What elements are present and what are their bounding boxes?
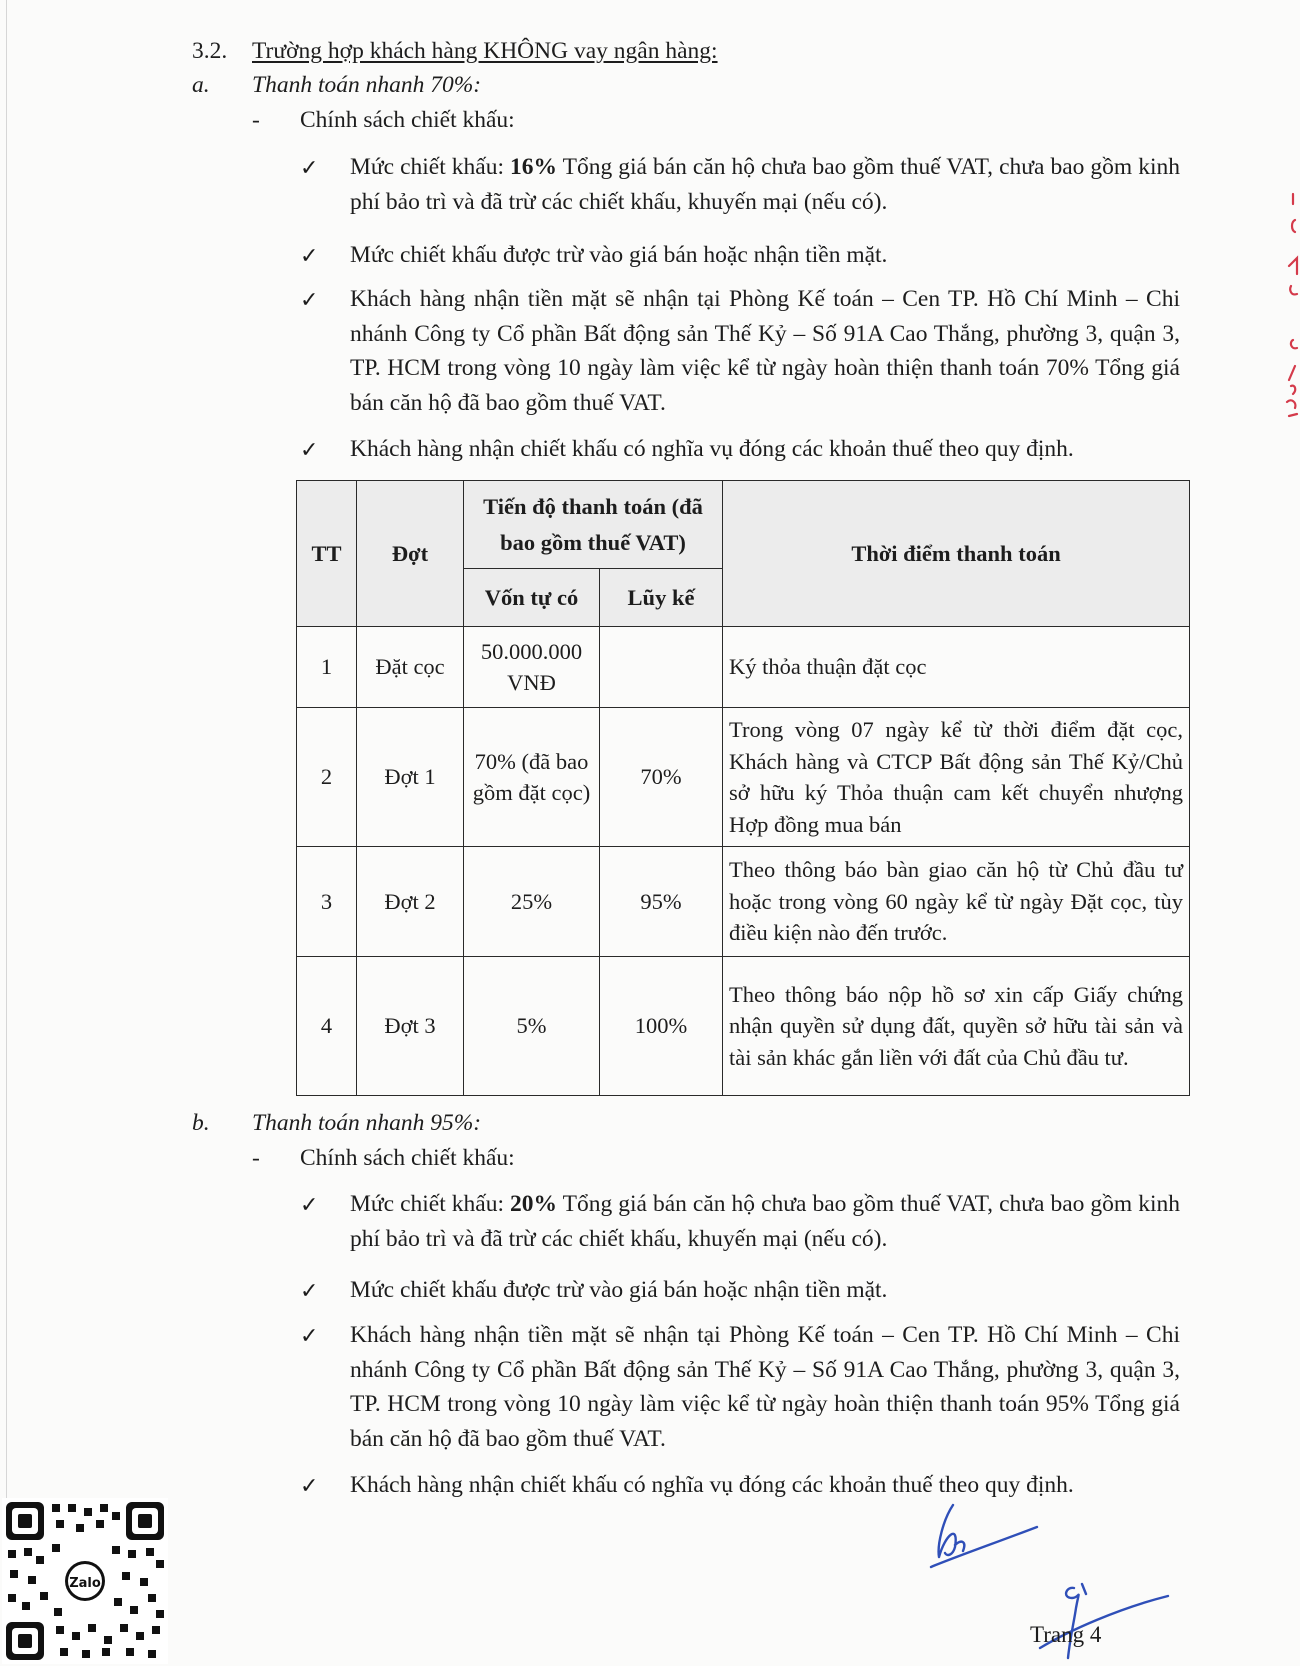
cell-tt: 3 <box>297 847 357 957</box>
cell-time: Ký thỏa thuận đặt cọc <box>723 627 1190 708</box>
discount-rate: 20% <box>510 1191 558 1217</box>
cell-own: 70% (đã bao gồm đặt cọc) <box>464 708 600 847</box>
check-icon: ✓ <box>300 1324 319 1349</box>
bullet-lead: Mức chiết khấu: <box>350 154 511 180</box>
header-tt: TT <box>297 481 357 627</box>
signature-initials-1 <box>925 1495 1045 1585</box>
header-time: Thời điểm thanh toán <box>723 481 1190 627</box>
part-b-bullet-2: Mức chiết khấu được trừ vào giá bán hoặc nhận tiền mặt. <box>350 1277 888 1303</box>
discount-rate: 16% <box>510 154 558 180</box>
qr-code-icon <box>2 1498 168 1664</box>
cell-time: Theo thông báo bàn giao căn hộ từ Chủ đầu tư hoặc trong vòng 60 ngày kể từ ngày Đặt cọc, tùy điều kiện nào đến trước. <box>723 847 1190 957</box>
part-b-policy-label: Chính sách chiết khấu: <box>300 1145 515 1171</box>
part-a-bullet-3: Khách hàng nhận tiền mặt sẽ nhận tại Phòng Kế toán – Cen TP. Hồ Chí Minh – Chi nhánh Công ty Cổ phần Bất động sản Thế Kỷ – Số 91A Cao Thắng, phường 3, quận 3, TP. HCM trong vòng 10 ngày làm việc kể từ ngày hoàn thiện thanh toán 70% Tổng giá bán căn hộ đã bao gồm thuế VAT. <box>350 286 1180 416</box>
cell-cum: 95% <box>600 847 723 957</box>
table-row <box>297 708 1190 847</box>
part-b-letter: b. <box>192 1110 210 1136</box>
cell-own: 5% <box>464 957 600 1096</box>
part-b-title: Thanh toán nhanh 95%: <box>252 1110 482 1136</box>
check-icon: ✓ <box>300 156 319 181</box>
signature-initials-2 <box>1030 1578 1180 1663</box>
part-b-bullet-4: Khách hàng nhận chiết khấu có nghĩa vụ đóng các khoản thuế theo quy định. <box>350 1472 1074 1498</box>
header-cumulative: Lũy kế <box>600 569 723 627</box>
part-a-bullet-2: Mức chiết khấu được trừ vào giá bán hoặc nhận tiền mặt. <box>350 242 888 268</box>
scan-edge-line <box>6 0 7 1500</box>
check-icon: ✓ <box>300 1193 319 1218</box>
bullet-rest: Tổng giá bán căn hộ chưa bao gồm thuế VAT, chưa bao gồm kinh phí bảo trì và đã trừ các chiết khấu, khuyến mại (nếu có). <box>350 154 1180 215</box>
part-a-bullet-1 <box>350 150 1180 219</box>
header-own-capital: Vốn tự có <box>464 569 600 627</box>
part-a-letter: a. <box>192 72 210 98</box>
section-title: Trường hợp khách hàng KHÔNG vay ngân hàng: <box>252 38 718 64</box>
bullet-lead: Mức chiết khấu: <box>350 1191 511 1217</box>
red-stamp-fragment <box>1283 190 1300 420</box>
cell-dot: Đợt 3 <box>357 957 464 1096</box>
cell-tt: 4 <box>297 957 357 1096</box>
cell-cum: 100% <box>600 957 723 1096</box>
part-b-bullet-1 <box>350 1187 1180 1256</box>
header-dot: Đợt <box>357 481 464 627</box>
part-a-title: Thanh toán nhanh 70%: <box>252 72 482 98</box>
part-b-bullet-3: Khách hàng nhận tiền mặt sẽ nhận tại Phòng Kế toán – Cen TP. Hồ Chí Minh – Chi nhánh Công ty Cổ phần Bất động sản Thế Kỷ – Số 91A Cao Thắng, phường 3, quận 3, TP. HCM trong vòng 10 ngày làm việc kể từ ngày hoàn thiện thanh toán 95% Tổng giá bán căn hộ đã bao gồm thuế VAT. <box>350 1322 1180 1452</box>
cell-dot: Đặt cọc <box>357 627 464 708</box>
page-number: Trang 4 <box>1030 1622 1102 1647</box>
check-icon: ✓ <box>300 438 319 463</box>
header-progress: Tiến độ thanh toán (đã bao gồm thuế VAT) <box>464 481 723 569</box>
table-row <box>297 957 1190 1096</box>
cell-dot: Đợt 1 <box>357 708 464 847</box>
cell-own: 25% <box>464 847 600 957</box>
part-a-dash: - <box>252 107 260 133</box>
table-row <box>297 627 1190 708</box>
check-icon: ✓ <box>300 288 319 313</box>
cell-cum: 70% <box>600 708 723 847</box>
check-icon: ✓ <box>300 1474 319 1499</box>
cell-dot: Đợt 2 <box>357 847 464 957</box>
payment-schedule-table <box>296 480 1190 1096</box>
part-a-bullet-4: Khách hàng nhận chiết khấu có nghĩa vụ đóng các khoản thuế theo quy định. <box>350 436 1074 462</box>
cell-time: Theo thông báo nộp hồ sơ xin cấp Giấy chứng nhận quyền sử dụng đất, quyền sở hữu tài sản và tài sản khác gắn liền với đất của Chủ đầu tư. <box>723 957 1190 1096</box>
section-number: 3.2. <box>192 38 228 64</box>
check-icon: ✓ <box>300 244 319 269</box>
part-b-dash: - <box>252 1145 260 1171</box>
cell-cum <box>600 627 723 708</box>
check-icon: ✓ <box>300 1279 319 1304</box>
part-a-policy-label: Chính sách chiết khấu: <box>300 107 515 133</box>
cell-tt: 1 <box>297 627 357 708</box>
cell-own: 50.000.000 VNĐ <box>464 627 600 708</box>
cell-time: Trong vòng 07 ngày kể từ thời điểm đặt cọc, Khách hàng và CTCP Bất động sản Thế Kỷ/Chủ sở hữu ký Thỏa thuận cam kết chuyển nhượng Hợp đồng mua bán <box>723 708 1190 847</box>
bullet-rest: Tổng giá bán căn hộ chưa bao gồm thuế VAT, chưa bao gồm kinh phí bảo trì và đã trừ các chiết khấu, khuyến mại (nếu có). <box>350 1191 1180 1252</box>
qr-brand-text: Zalo <box>69 1576 101 1591</box>
cell-tt: 2 <box>297 708 357 847</box>
table-row <box>297 847 1190 957</box>
